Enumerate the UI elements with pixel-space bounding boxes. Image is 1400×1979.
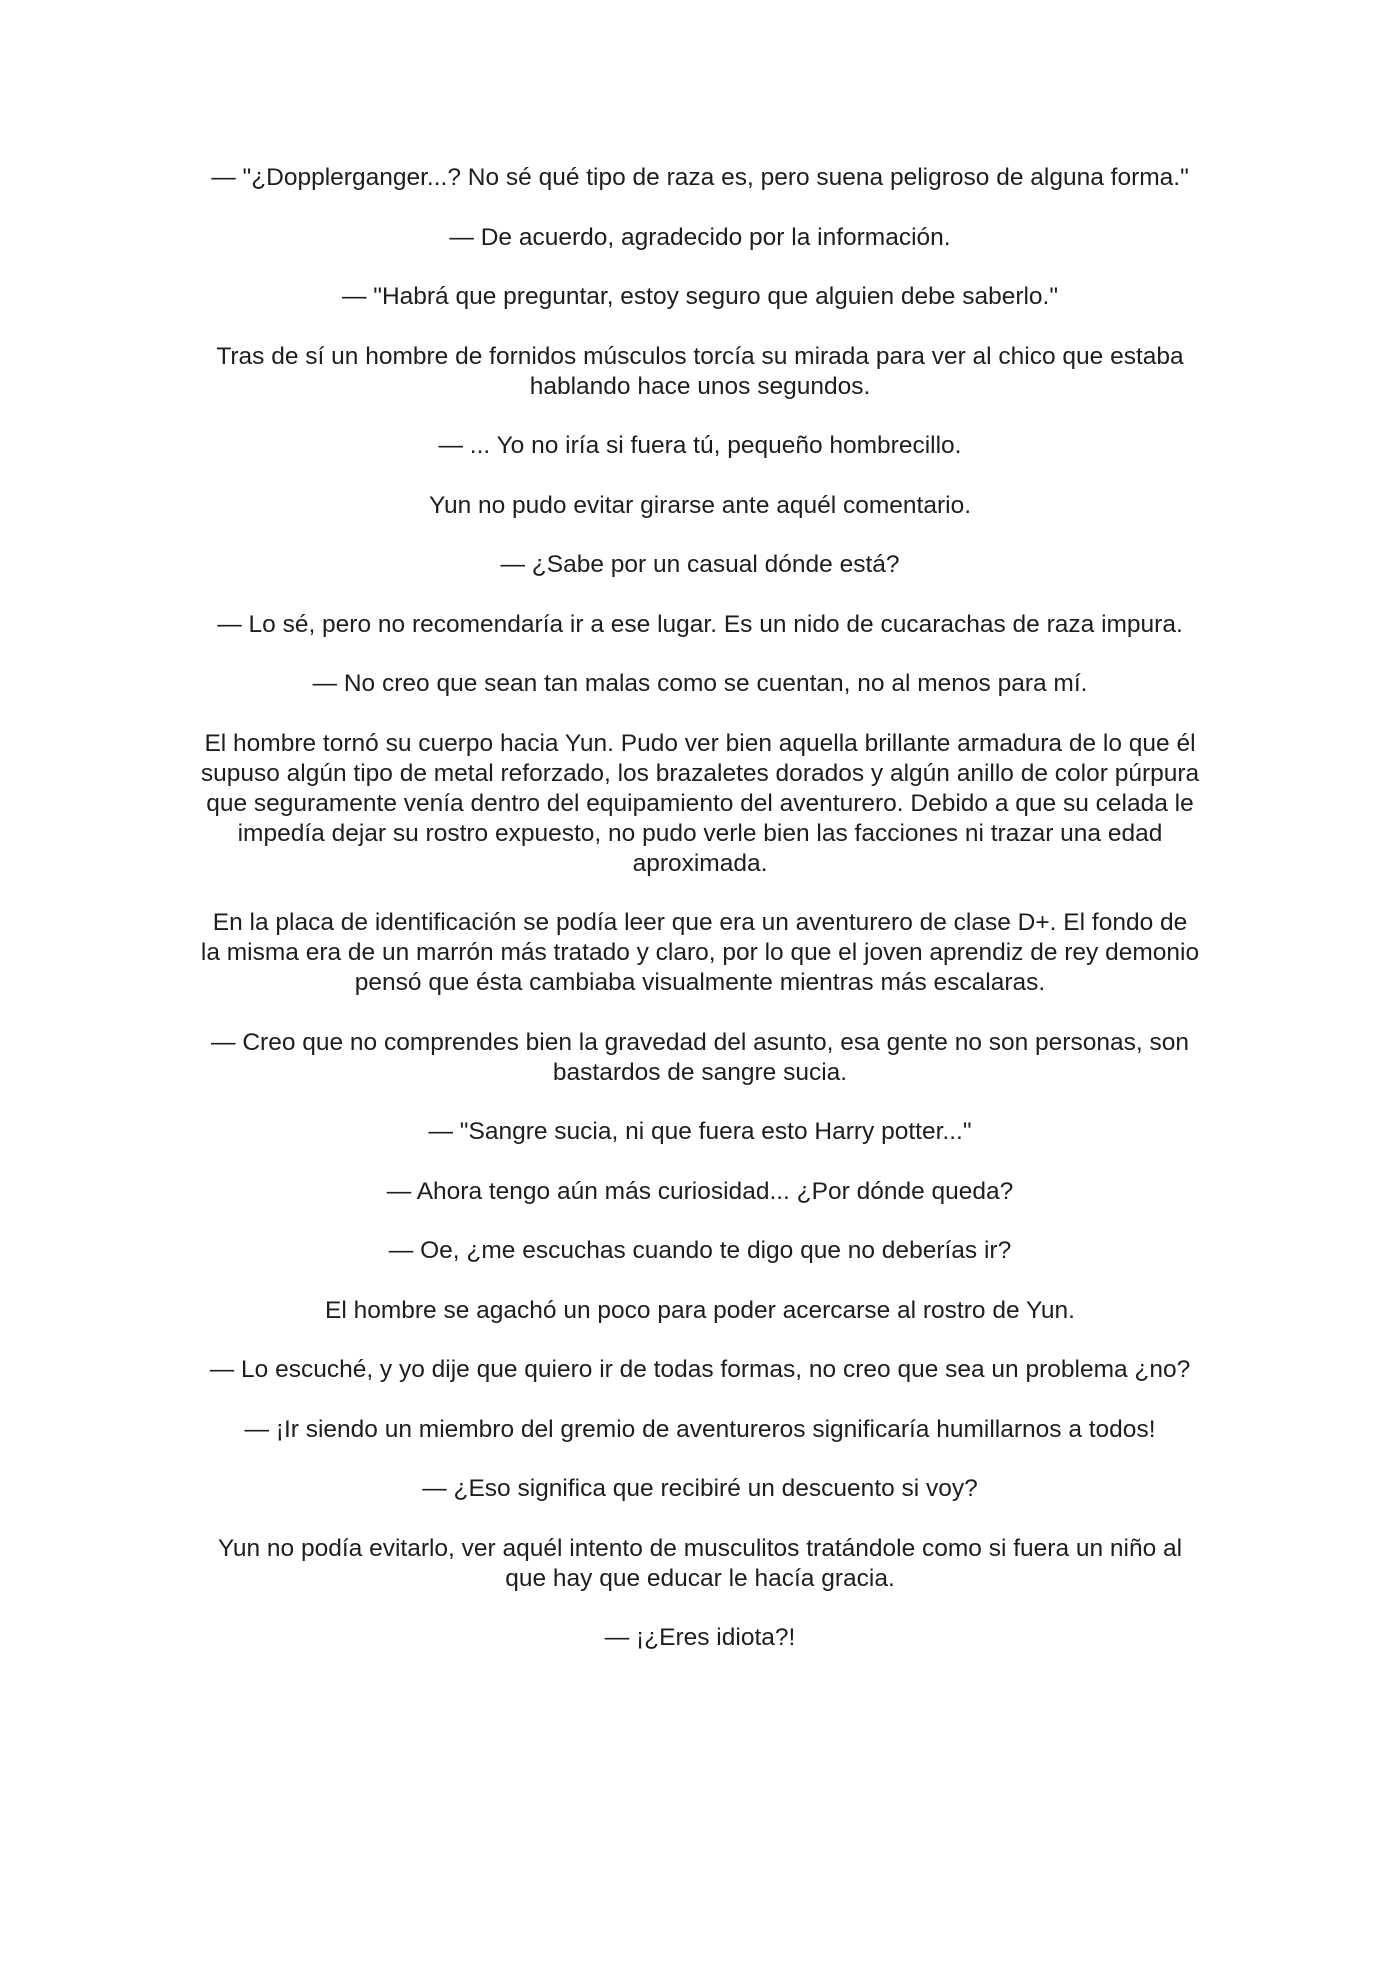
paragraph-11: En la placa de identificación se podía leer que era un aventurero de clase D+. El fondo de la misma era de un marrón más tratado y claro, por lo que el joven aprendiz de rey demonio pensó que ésta cambiaba visualmente mientras más escalaras. xyxy=(200,909,1200,996)
paragraph-15: — Oe, ¿me escuchas cuando te digo que no deberías ir? xyxy=(388,1237,1012,1264)
paragraph-1: — "¿Dopplerganger...? No sé qué tipo de raza es, pero suena peligroso de alguna forma." xyxy=(211,164,1189,191)
paragraph-14: — Ahora tengo aún más curiosidad... ¿Por dónde queda? xyxy=(386,1177,1014,1205)
paragraph-8: — Lo sé, pero no recomendaría ir a ese lugar. Es un nido de cucarachas de raza impura. xyxy=(217,610,1183,638)
paragraph-10: El hombre tornó su cuerpo hacia Yun. Pudo ver bien aquella brillante armadura de lo que él supuso algún tipo de metal reforzado, los brazaletes dorados y algún anillo de color púrpura que seguramente venía dentro del equipamiento del aventurero. Debido a que su celada le impedía dejar su rostro expuesto, no pudo verle bien las facciones ni trazar una edad aproximada. xyxy=(200,729,1200,877)
paragraph-3: — "Habrá que preguntar, estoy seguro que alguien debe saberlo." xyxy=(341,283,1059,310)
paragraph-2: — De acuerdo, agradecido por la información. xyxy=(449,223,951,251)
paragraph-4: Tras de sí un hombre de fornidos músculos torcía su mirada para ver al chico que estaba hablando hace unos segundos. xyxy=(216,342,1184,400)
paragraph-13: — "Sangre sucia, ni que fuera esto Harry potter..." xyxy=(428,1118,972,1145)
paragraph-17: — Lo escuché, y yo dije que quiero ir de todas formas, no creo que sea un problema ¿no? xyxy=(209,1356,1191,1383)
paragraph-19: — ¿Eso significa que recibiré un descuento si voy? xyxy=(422,1475,978,1502)
paragraph-16: El hombre se agachó un poco para poder acercarse al rostro de Yun. xyxy=(325,1296,1075,1324)
paragraph-6: Yun no pudo evitar girarse ante aquél comentario. xyxy=(428,491,972,519)
paragraph-18: — ¡Ir siendo un miembro del gremio de aventureros significaría humillarnos a todos! xyxy=(244,1415,1156,1443)
paragraph-12: — Creo que no comprendes bien la gravedad del asunto, esa gente no son personas, son bastardos de sangre sucia. xyxy=(211,1028,1189,1086)
paragraph-21: — ¡¿Eres idiota?! xyxy=(604,1624,796,1651)
document-body xyxy=(200,163,1200,1683)
paragraph-9: — No creo que sean tan malas como se cuentan, no al menos para mí. xyxy=(312,670,1088,697)
paragraph-20: Yun no podía evitarlo, ver aquél intento de musculitos tratándole como si fuera un niño al que hay que educar le hacía gracia. xyxy=(217,1534,1183,1592)
paragraph-5: — ... Yo no iría si fuera tú, pequeño hombrecillo. xyxy=(438,432,962,459)
paragraph-7: — ¿Sabe por un casual dónde está? xyxy=(500,551,900,578)
